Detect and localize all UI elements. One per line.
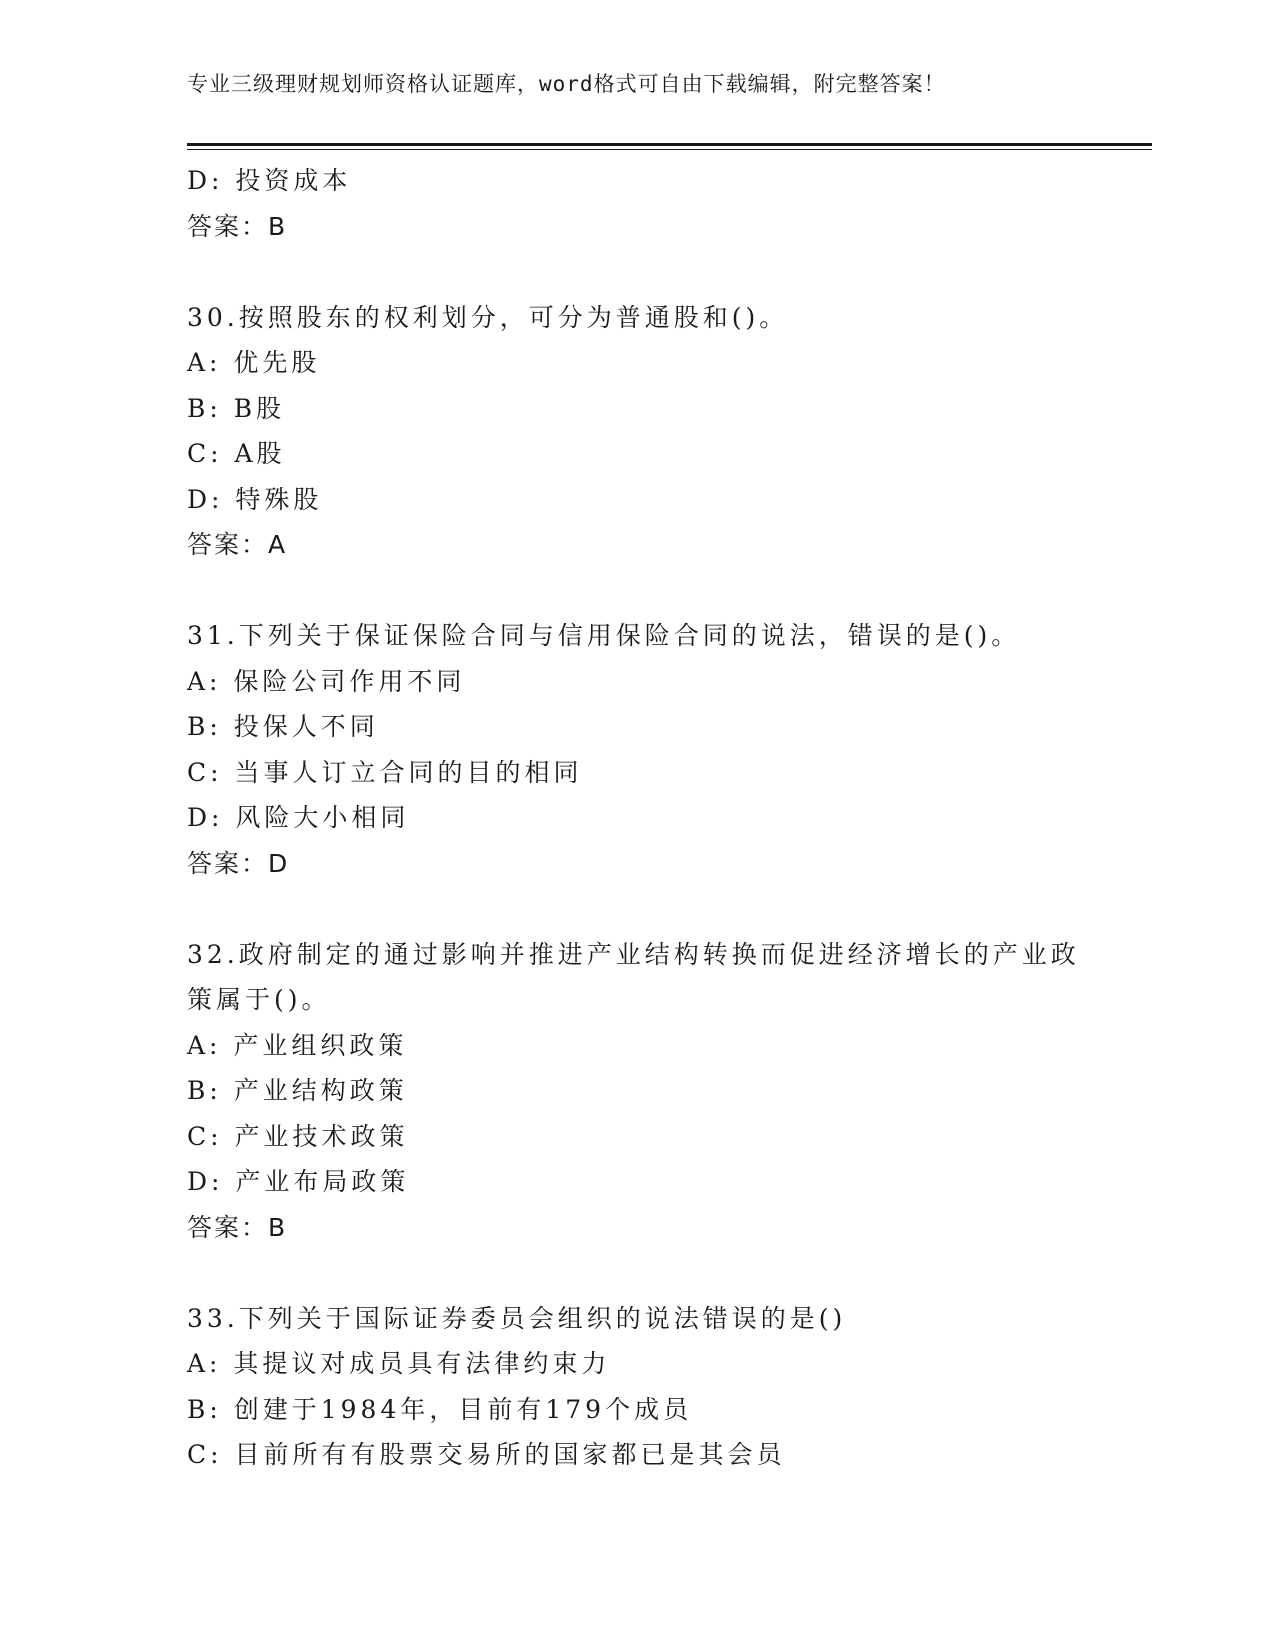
spacer bbox=[187, 1250, 1137, 1296]
option-d: D: 特殊股 bbox=[187, 484, 323, 514]
header-rule-thin bbox=[187, 149, 1152, 150]
option-a: A: 产业组织政策 bbox=[187, 1030, 408, 1060]
option-a: A: 优先股 bbox=[187, 348, 321, 377]
option-c: C: A股 bbox=[187, 439, 286, 468]
question-block-30 bbox=[187, 295, 1137, 568]
option-b: B: 投保人不同 bbox=[187, 712, 379, 741]
question-stem-continued: 策属于()。 bbox=[187, 985, 331, 1014]
spacer bbox=[187, 249, 1137, 295]
question-block-32 bbox=[187, 932, 1137, 1251]
option-a: A: 其提议对成员具有法律约束力 bbox=[187, 1349, 611, 1378]
question-block-33 bbox=[187, 1296, 1137, 1478]
question-block-31 bbox=[187, 613, 1137, 886]
option-c: C: 产业技术政策 bbox=[187, 1121, 409, 1151]
spacer bbox=[187, 886, 1137, 932]
option-b: B: B股 bbox=[187, 393, 286, 423]
question-content bbox=[187, 158, 1137, 1478]
question-stem: 32.政府制定的通过影响并推进产业结构转换而促进经济增长的产业政 bbox=[187, 939, 1080, 969]
lead-option-d: D: 投资成本 bbox=[187, 166, 352, 195]
question-stem: 33.下列关于国际证券委员会组织的说法错误的是() bbox=[187, 1303, 847, 1333]
header-rule-thick bbox=[187, 143, 1152, 146]
page-header: 专业三级理财规划师资格认证题库，word格式可自由下载编辑，附完整答案！ bbox=[187, 72, 946, 96]
lead-answer: 答案：B bbox=[187, 211, 288, 241]
question-stem: 30.按照股东的权利划分，可分为普通股和()。 bbox=[187, 302, 789, 332]
option-b: B: 创建于1984年，目前有179个成员 bbox=[187, 1394, 693, 1424]
answer: 答案：A bbox=[187, 530, 288, 559]
option-d: D: 产业布局政策 bbox=[187, 1167, 410, 1196]
option-c: C: 当事人订立合同的目的相同 bbox=[187, 757, 583, 787]
question-stem: 31.下列关于保证保险合同与信用保险合同的说法，错误的是()。 bbox=[187, 621, 1021, 650]
option-d: D: 风险大小相同 bbox=[187, 803, 410, 832]
option-a: A: 保险公司作用不同 bbox=[187, 666, 466, 696]
answer: 答案：B bbox=[187, 1212, 288, 1242]
answer: 答案：D bbox=[187, 848, 290, 878]
option-c: C: 目前所有有股票交易所的国家都已是其会员 bbox=[187, 1440, 786, 1469]
option-b: B: 产业结构政策 bbox=[187, 1076, 408, 1105]
spacer bbox=[187, 568, 1137, 614]
